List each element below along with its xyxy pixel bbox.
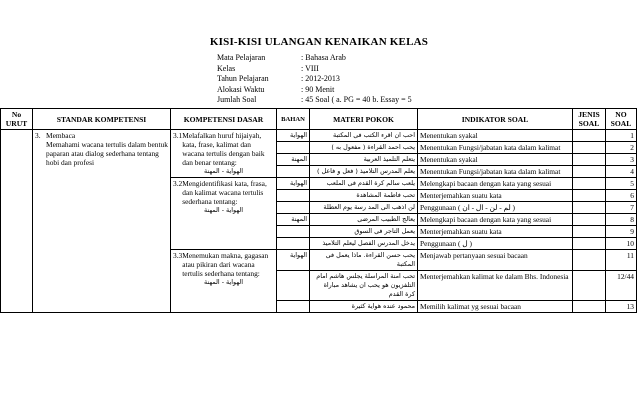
kd-cell	[171, 250, 277, 313]
materi-cell: يحب احمد القراءة ( مفعول به )	[310, 142, 418, 154]
sk-number: 3.	[35, 131, 41, 140]
info-row	[217, 95, 412, 106]
header-no-soal: NO SOAL	[606, 109, 637, 130]
indikator-cell: Menentukan Fungsi/jabatan kata dalam kalimat	[418, 142, 573, 154]
no-soal-cell: 9	[606, 226, 637, 238]
indikator-cell: Penggunaan ( لم - لن - ال - ان )	[418, 202, 573, 214]
bahan-cell: الهواية	[277, 250, 310, 271]
standar-cell	[33, 130, 171, 313]
header-standar: STANDAR KOMPETENSI	[33, 109, 171, 130]
bahan-cell: الهواية	[277, 178, 310, 190]
materi-cell: يعلم المدرس التلاميذ ( فعل و فاعل )	[310, 166, 418, 178]
document-title: KISI-KISI ULANGAN KENAIKAN KELAS	[209, 36, 429, 48]
no-soal-cell: 7	[606, 202, 637, 214]
info-value: : 90 Menit	[301, 84, 335, 94]
indikator-cell: Menentukan syakal	[418, 154, 573, 166]
info-value: : 2012-2013	[301, 74, 340, 84]
info-row	[217, 85, 412, 96]
no-soal-cell: 2	[606, 142, 637, 154]
bahan-cell	[277, 202, 310, 214]
no-soal-cell: 4	[606, 166, 637, 178]
bahan-cell: المهنة	[277, 154, 310, 166]
indikator-cell: Menterjemahkan kalimat ke dalam Bhs. Indonesia	[418, 271, 573, 301]
info-block	[217, 53, 412, 106]
kd-text: Menemukan makna, gagasan atau pikiran dari wacana tertulis sederhana tentang:	[182, 251, 269, 278]
bahan-cell	[277, 226, 310, 238]
jenis-cell	[573, 226, 606, 238]
materi-cell: يعمل التاجر فى السوق	[310, 226, 418, 238]
sk-title: Membaca	[46, 131, 76, 140]
header-jenis: JENIS SOAL	[573, 109, 606, 130]
materi-cell: يدخل المدرس الفصل ليعلم التلاميذ	[310, 238, 418, 250]
materi-cell: يلعب سالم كرة القدم فى الملعب	[310, 178, 418, 190]
bahan-cell	[277, 142, 310, 154]
no-soal-cell: 11	[606, 250, 637, 271]
header-bahan: BAHAN	[277, 109, 310, 130]
kd-cell	[171, 178, 277, 250]
jenis-cell	[573, 202, 606, 214]
jenis-cell	[573, 238, 606, 250]
header-kd: KOMPETENSI DASAR	[171, 109, 277, 130]
indikator-cell: Memilih kalimat yg sesuai bacaan	[418, 301, 573, 313]
kd-text: Melafalkan huruf hijaiyah, kata, frase, kalimat dan wacana tertulis dengan baik dan benar tentang:	[182, 131, 265, 167]
jenis-cell	[573, 130, 606, 142]
materi-cell: احب ان اقرء الكتب فى المكتبة	[310, 130, 418, 142]
kisi-kisi-table	[0, 108, 637, 313]
indikator-cell: Melengkapi bacaan dengan kata yang sesuai	[418, 214, 573, 226]
indikator-cell: Menterjemahkan suatu kata	[418, 226, 573, 238]
jenis-cell	[573, 250, 606, 271]
jenis-cell	[573, 142, 606, 154]
jenis-cell	[573, 154, 606, 166]
jenis-cell	[573, 178, 606, 190]
materi-cell: يحب حسن القراءة. ماذا يعمل فى المكتبة	[310, 250, 418, 271]
info-value: : 45 Soal ( a. PG = 40 b. Essay = 5	[301, 95, 412, 105]
materi-cell: تحب امنة المراسلة يجلس هاشم امام التلفزيون هو يحب ان يشاهد مباراة كرة القدم	[310, 271, 418, 301]
kd-topics: الهواية - المهنة	[203, 206, 244, 214]
indikator-cell: Menentukan Fungsi/jabatan kata dalam kalimat	[418, 166, 573, 178]
materi-cell: محمود عنده هواية كثيرة	[310, 301, 418, 313]
no-urut-cell	[1, 130, 33, 313]
kd-number: 3.2	[173, 179, 183, 188]
no-soal-cell: 6	[606, 190, 637, 202]
info-key: Alokasi Waktu	[217, 84, 265, 94]
info-key: Kelas	[217, 63, 236, 73]
materi-cell: لن اذهب الى المد رسة يوم العطلة	[310, 202, 418, 214]
kd-text: Mengidentifikasi kata, frasa, dan kalimat wacana tertulis sederhana tentang:	[182, 179, 267, 206]
header-indikator: INDIKATOR SOAL	[418, 109, 573, 130]
header-no-urut: No URUT	[1, 109, 33, 130]
info-value: : Bahasa Arab	[301, 53, 346, 62]
no-soal-cell: 1	[606, 130, 637, 142]
info-row	[217, 74, 412, 85]
jenis-cell	[573, 301, 606, 313]
bahan-cell	[277, 271, 310, 301]
indikator-cell: Menentukan syakal	[418, 130, 573, 142]
info-key: Mata Pelajaran	[217, 53, 266, 62]
no-soal-cell: 8	[606, 214, 637, 226]
table-row	[1, 130, 637, 142]
sk-description: Memahami wacana tertulis dalam bentuk paparan atau dialog sederhana tentang hobi dan profesi	[46, 140, 168, 167]
info-row	[217, 53, 412, 64]
no-soal-cell: 10	[606, 238, 637, 250]
header-row	[1, 109, 637, 130]
bahan-cell: الهواية	[277, 130, 310, 142]
kd-topics: الهواية - المهنة	[203, 167, 244, 175]
info-key: Jumlah Soal	[217, 95, 257, 105]
kd-topics: الهواية - المهنة	[203, 278, 244, 286]
no-soal-cell: 5	[606, 178, 637, 190]
indikator-cell: Penggunaan ( ل )	[418, 238, 573, 250]
materi-cell: تحب فاطمة المشاهدة	[310, 190, 418, 202]
jenis-cell	[573, 271, 606, 301]
jenis-cell	[573, 214, 606, 226]
indikator-cell: Menjawab pertanyaan sesuai bacaan	[418, 250, 573, 271]
materi-cell: يعالج الطبيب المرضى	[310, 214, 418, 226]
info-value: : VIII	[301, 63, 319, 73]
bahan-cell	[277, 190, 310, 202]
bahan-cell: المهنة	[277, 214, 310, 226]
materi-cell: يتعلم التلميذ العربية	[310, 154, 418, 166]
kd-cell	[171, 130, 277, 178]
info-row	[217, 64, 412, 75]
no-soal-cell: 12/44	[606, 271, 637, 301]
indikator-cell: Melengkapi bacaan dengan kata yang sesuai	[418, 178, 573, 190]
info-key: Tahun Pelajaran	[217, 74, 269, 84]
kd-number: 3.1	[173, 131, 183, 140]
header-materi: MATERI POKOK	[310, 109, 418, 130]
bahan-cell	[277, 238, 310, 250]
kd-number: 3.3	[173, 251, 183, 260]
jenis-cell	[573, 190, 606, 202]
indikator-cell: Menterjemahkan suatu kata	[418, 190, 573, 202]
bahan-cell	[277, 166, 310, 178]
jenis-cell	[573, 166, 606, 178]
no-soal-cell: 13	[606, 301, 637, 313]
no-soal-cell: 3	[606, 154, 637, 166]
bahan-cell	[277, 301, 310, 313]
